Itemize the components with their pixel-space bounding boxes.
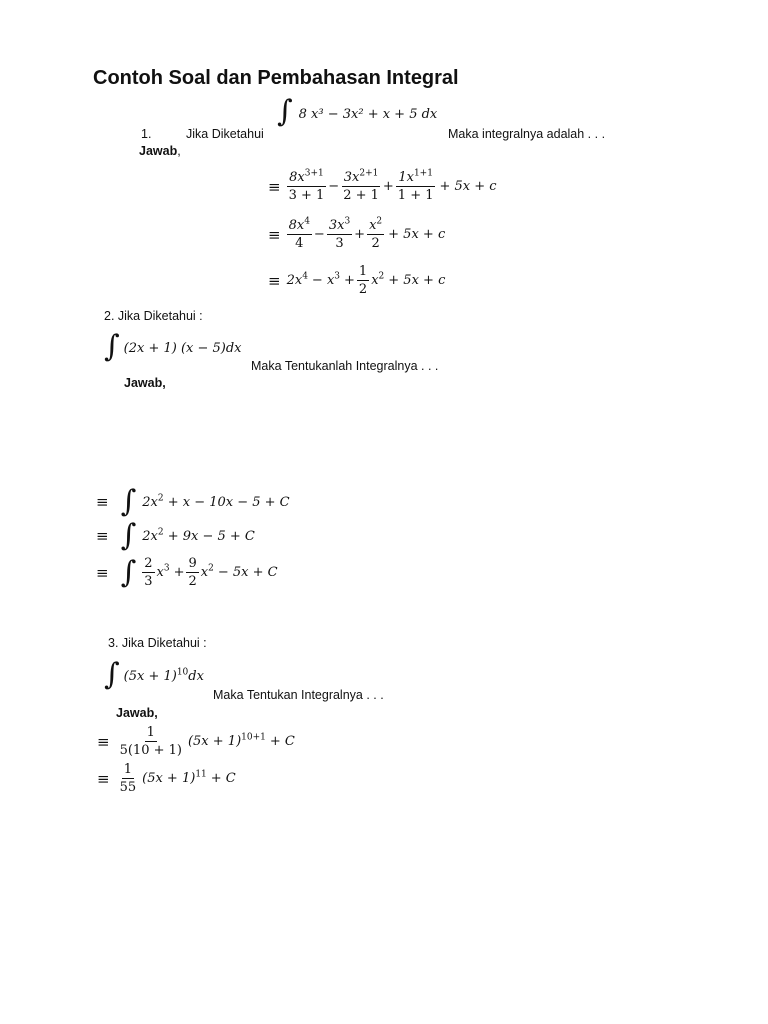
exponent: 10 xyxy=(176,667,189,678)
problem3-prompt: Maka Tentukan Integralnya . . . xyxy=(213,688,384,702)
problem2-integrand: (2x + 1) (x − 5)dx xyxy=(123,340,242,356)
fraction xyxy=(287,170,327,203)
exponent: 10+1 xyxy=(241,732,266,743)
exponent: 2 xyxy=(208,563,214,574)
denominator: 1 + 1 xyxy=(397,188,434,203)
problem2-step2 xyxy=(96,518,255,553)
problem2-step1 xyxy=(96,484,290,519)
denominator: 2 xyxy=(188,574,197,589)
term-tail: + 5x + c xyxy=(439,179,497,194)
numerator: 8x xyxy=(289,170,305,185)
step-expression: $2x^2 + 9x - 5 + C$ xyxy=(142,527,255,544)
integral-sign: ∫ xyxy=(104,657,120,692)
numerator: 1 xyxy=(358,264,368,279)
exponent: 3+1 xyxy=(304,168,324,179)
numerator: 3x xyxy=(328,218,345,233)
numerator: 8x xyxy=(288,218,305,233)
problem2-step3 xyxy=(96,556,278,589)
problem3-answer-label: Jawab, xyxy=(116,706,158,720)
term-mid: − $x^3$ xyxy=(311,271,341,288)
problem3-integral xyxy=(104,657,204,692)
answer-label-comma: , xyxy=(177,144,181,158)
term-x: $x^3$ xyxy=(156,563,170,580)
term-x: $x^2$ xyxy=(200,563,214,580)
exponent: 2 xyxy=(157,493,164,504)
denominator: 4 xyxy=(295,236,304,251)
denominator: 2 + 1 xyxy=(343,188,379,203)
numerator: 9 xyxy=(188,556,197,571)
exponent: 2+1 xyxy=(359,168,379,179)
plus-sign: + xyxy=(354,227,366,242)
denominator: 3 xyxy=(335,236,344,251)
fraction xyxy=(118,725,184,758)
denominator: 2 xyxy=(358,282,368,297)
term-base: $(5x + 1)^{10+1}$ xyxy=(187,732,266,749)
equiv-symbol: ≡ xyxy=(268,177,281,196)
denominator: 2 xyxy=(371,236,380,251)
minus-sign: − xyxy=(328,179,340,194)
term-tail: + C xyxy=(210,771,236,786)
denominator: 3 xyxy=(144,574,153,589)
exponent: 3 xyxy=(344,216,351,227)
equiv-symbol: ≡ xyxy=(96,493,109,511)
integral-sign: ∫ xyxy=(120,518,137,553)
equiv-symbol: ≡ xyxy=(268,225,281,244)
term-tail: + 5x + c xyxy=(388,227,446,242)
problem3-step1 xyxy=(97,725,295,758)
term-tail: + 5x + c xyxy=(388,273,446,288)
step-expression: $2x^2 + x - 10x - 5 + C$ xyxy=(142,493,290,510)
term-tail: + C xyxy=(269,734,295,749)
problem1-integral xyxy=(277,94,438,129)
problem1-answer-label xyxy=(139,144,181,158)
exponent: 2 xyxy=(378,271,385,282)
minus-sign: − xyxy=(313,227,325,242)
exponent: 4 xyxy=(304,216,310,227)
integral-sign: ∫ xyxy=(120,554,137,590)
problem3-step2 xyxy=(97,762,236,795)
plus-sign: + xyxy=(173,565,185,580)
equiv-symbol: ≡ xyxy=(97,732,110,751)
problem1-step3 xyxy=(268,264,445,297)
fraction xyxy=(367,218,384,251)
problem1-step1 xyxy=(268,170,497,203)
exponent: 3 xyxy=(334,271,341,282)
fraction xyxy=(327,218,352,251)
fraction xyxy=(357,264,369,297)
equiv-symbol: ≡ xyxy=(96,563,109,582)
problem2-prompt: Maka Tentukanlah Integralnya . . . xyxy=(251,359,439,373)
problem1-step2 xyxy=(268,218,445,251)
page-title: Contoh Soal dan Pembahasan Integral xyxy=(93,67,459,89)
problem2-integral xyxy=(104,329,242,364)
numerator: 1x xyxy=(398,170,414,185)
exponent: 2 xyxy=(157,527,164,538)
problem2-header: 2. Jika Diketahui : xyxy=(104,309,203,323)
denominator: 3 + 1 xyxy=(288,188,325,203)
equiv-symbol: ≡ xyxy=(96,527,109,545)
term-x: $x^2$ xyxy=(371,271,385,288)
integral-sign: ∫ xyxy=(277,94,293,129)
problem1-prompt: Maka integralnya adalah . . . xyxy=(448,127,606,141)
fraction xyxy=(186,556,198,589)
fraction xyxy=(396,170,436,203)
numerator: 3x xyxy=(343,170,360,185)
problem1-integrand: 8 x³ − 3x² + x + 5 dx xyxy=(298,106,438,122)
term-base: $(5x + 1)^{11}$ xyxy=(142,769,207,786)
denominator: 55 xyxy=(119,780,137,795)
numerator: x xyxy=(369,218,377,233)
answer-label-text: Jawab xyxy=(139,144,178,158)
denominator: 5(10 + 1) xyxy=(119,743,182,758)
problem1-given-label: Jika Diketahui xyxy=(186,127,264,141)
exponent: 4 xyxy=(302,271,308,282)
fraction xyxy=(287,218,312,251)
exponent: 2 xyxy=(376,216,383,227)
problem1-number: 1. xyxy=(141,127,152,141)
fraction xyxy=(341,170,381,203)
numerator: 1 xyxy=(146,725,155,740)
problem3-integrand: $(5x + 1)^{10}dx$ xyxy=(123,667,204,684)
fraction xyxy=(142,556,154,589)
problem3-header: 3. Jika Diketahui : xyxy=(108,636,207,650)
exponent: 3 xyxy=(163,563,170,574)
term-lead: $2x^4$ xyxy=(286,271,308,288)
problem2-answer-label: Jawab, xyxy=(124,376,166,390)
integral-sign: ∫ xyxy=(120,484,137,519)
fraction xyxy=(118,762,139,795)
numerator: 2 xyxy=(144,556,153,571)
plus-sign: + xyxy=(382,179,394,194)
exponent: 1+1 xyxy=(413,168,433,179)
equiv-symbol: ≡ xyxy=(97,769,110,788)
exponent: 11 xyxy=(195,769,207,780)
term-tail: − 5x + C xyxy=(217,565,278,580)
numerator: 1 xyxy=(123,762,132,777)
equiv-symbol: ≡ xyxy=(268,271,281,290)
integral-sign: ∫ xyxy=(104,329,120,364)
plus-sign: + xyxy=(344,273,355,288)
